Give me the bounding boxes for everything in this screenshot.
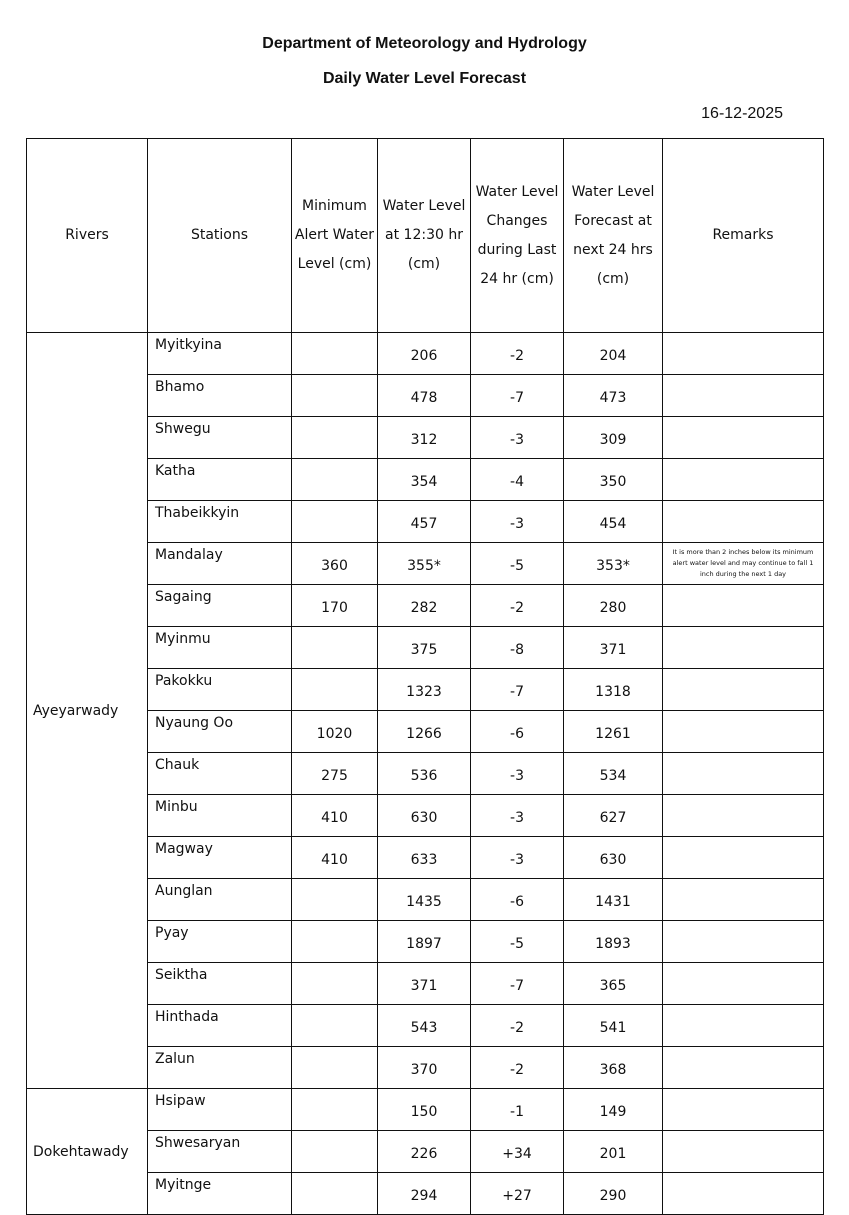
water-level-cell: 1266 (378, 711, 471, 753)
alert-level-cell (292, 669, 378, 711)
change-cell: -7 (471, 669, 564, 711)
remarks-cell: It is more than 2 inches below its minimum alert water level and may continue to fall 1 inch during the next 1 day (663, 543, 824, 585)
forecast-cell: 350 (564, 459, 663, 501)
forecast-cell: 290 (564, 1173, 663, 1215)
change-cell: -3 (471, 501, 564, 543)
remarks-cell (663, 417, 824, 459)
remarks-cell (663, 837, 824, 879)
forecast-cell: 627 (564, 795, 663, 837)
remarks-cell (663, 1047, 824, 1089)
forecast-cell: 149 (564, 1089, 663, 1131)
table-row (27, 333, 824, 375)
forecast-cell: 201 (564, 1131, 663, 1173)
station-cell: Chauk (148, 753, 292, 795)
station-cell: Myitkyina (148, 333, 292, 375)
water-level-cell: 1435 (378, 879, 471, 921)
station-cell: Shwegu (148, 417, 292, 459)
remarks-cell (663, 1131, 824, 1173)
water-level-cell: 633 (378, 837, 471, 879)
col-header-alert-level: Minimum Alert Water Level (cm) (292, 139, 378, 333)
alert-level-cell (292, 963, 378, 1005)
forecast-cell: 473 (564, 375, 663, 417)
change-cell: -5 (471, 543, 564, 585)
remarks-cell (663, 753, 824, 795)
table-header-row (27, 139, 824, 333)
change-cell: -2 (471, 585, 564, 627)
remarks-cell (663, 921, 824, 963)
station-cell: Mandalay (148, 543, 292, 585)
station-cell: Katha (148, 459, 292, 501)
station-cell: Pyay (148, 921, 292, 963)
forecast-cell: 1318 (564, 669, 663, 711)
water-level-cell: 536 (378, 753, 471, 795)
remarks-cell (663, 627, 824, 669)
water-level-cell: 355* (378, 543, 471, 585)
remarks-cell (663, 669, 824, 711)
alert-level-cell: 410 (292, 837, 378, 879)
alert-level-cell (292, 1005, 378, 1047)
water-level-cell: 371 (378, 963, 471, 1005)
alert-level-cell (292, 459, 378, 501)
change-cell: -1 (471, 1089, 564, 1131)
col-header-rivers: Rivers (27, 139, 148, 333)
alert-level-cell (292, 375, 378, 417)
change-cell: +27 (471, 1173, 564, 1215)
station-cell: Zalun (148, 1047, 292, 1089)
forecast-cell: 454 (564, 501, 663, 543)
alert-level-cell (292, 417, 378, 459)
change-cell: -3 (471, 417, 564, 459)
col-header-remarks: Remarks (663, 139, 824, 333)
change-cell: -5 (471, 921, 564, 963)
change-cell: -7 (471, 963, 564, 1005)
change-cell: -3 (471, 837, 564, 879)
alert-level-cell (292, 501, 378, 543)
forecast-cell: 365 (564, 963, 663, 1005)
station-cell: Myinmu (148, 627, 292, 669)
water-level-cell: 375 (378, 627, 471, 669)
forecast-cell: 541 (564, 1005, 663, 1047)
remarks-cell (663, 795, 824, 837)
col-header-stations: Stations (148, 139, 292, 333)
col-header-water-level: Water Level at 12:30 hr (cm) (378, 139, 471, 333)
water-level-cell: 478 (378, 375, 471, 417)
water-level-cell: 354 (378, 459, 471, 501)
forecast-cell: 630 (564, 837, 663, 879)
water-level-table (26, 138, 824, 1215)
station-cell: Hsipaw (148, 1089, 292, 1131)
water-level-cell: 312 (378, 417, 471, 459)
water-level-cell: 1323 (378, 669, 471, 711)
remarks-cell (663, 501, 824, 543)
alert-level-cell (292, 1173, 378, 1215)
document-title: Department of Meteorology and Hydrology (262, 35, 587, 52)
forecast-cell: 534 (564, 753, 663, 795)
forecast-cell: 1261 (564, 711, 663, 753)
change-cell: -3 (471, 753, 564, 795)
station-cell: Minbu (148, 795, 292, 837)
water-level-cell: 294 (378, 1173, 471, 1215)
station-cell: Nyaung Oo (148, 711, 292, 753)
station-cell: Magway (148, 837, 292, 879)
col-header-change: Water Level Changes during Last 24 hr (cm) (471, 139, 564, 333)
alert-level-cell (292, 921, 378, 963)
alert-level-cell: 1020 (292, 711, 378, 753)
water-level-cell: 282 (378, 585, 471, 627)
alert-level-cell: 360 (292, 543, 378, 585)
change-cell: -6 (471, 879, 564, 921)
station-cell: Hinthada (148, 1005, 292, 1047)
river-cell: Ayeyarwady (27, 333, 148, 1089)
table-row (27, 1089, 824, 1131)
col-header-forecast: Water Level Forecast at next 24 hrs (cm) (564, 139, 663, 333)
water-level-cell: 457 (378, 501, 471, 543)
alert-level-cell: 170 (292, 585, 378, 627)
water-level-cell: 150 (378, 1089, 471, 1131)
station-cell: Shwesaryan (148, 1131, 292, 1173)
alert-level-cell (292, 1131, 378, 1173)
change-cell: -7 (471, 375, 564, 417)
station-cell: Thabeikkyin (148, 501, 292, 543)
water-level-cell: 370 (378, 1047, 471, 1089)
alert-level-cell: 275 (292, 753, 378, 795)
station-cell: Bhamo (148, 375, 292, 417)
forecast-cell: 368 (564, 1047, 663, 1089)
change-cell: +34 (471, 1131, 564, 1173)
remarks-cell (663, 1089, 824, 1131)
alert-level-cell (292, 333, 378, 375)
alert-level-cell: 410 (292, 795, 378, 837)
water-level-cell: 226 (378, 1131, 471, 1173)
table-body (27, 333, 824, 1215)
remarks-cell (663, 585, 824, 627)
station-cell: Myitnge (148, 1173, 292, 1215)
change-cell: -3 (471, 795, 564, 837)
forecast-cell: 371 (564, 627, 663, 669)
remarks-cell (663, 375, 824, 417)
remarks-cell (663, 711, 824, 753)
station-cell: Sagaing (148, 585, 292, 627)
station-cell: Aunglan (148, 879, 292, 921)
forecast-cell: 1893 (564, 921, 663, 963)
forecast-cell: 353* (564, 543, 663, 585)
alert-level-cell (292, 879, 378, 921)
alert-level-cell (292, 627, 378, 669)
report-date: 16-12-2025 (701, 105, 783, 122)
water-level-cell: 630 (378, 795, 471, 837)
forecast-cell: 280 (564, 585, 663, 627)
change-cell: -4 (471, 459, 564, 501)
change-cell: -2 (471, 1005, 564, 1047)
remarks-cell (663, 963, 824, 1005)
river-cell: Dokehtawady (27, 1089, 148, 1215)
document-subtitle: Daily Water Level Forecast (322, 70, 527, 87)
remarks-cell (663, 1173, 824, 1215)
forecast-cell: 309 (564, 417, 663, 459)
remarks-cell (663, 333, 824, 375)
remarks-cell (663, 1005, 824, 1047)
forecast-cell: 204 (564, 333, 663, 375)
remarks-cell (663, 879, 824, 921)
change-cell: -2 (471, 333, 564, 375)
remarks-cell (663, 459, 824, 501)
alert-level-cell (292, 1089, 378, 1131)
station-cell: Pakokku (148, 669, 292, 711)
change-cell: -6 (471, 711, 564, 753)
station-cell: Seiktha (148, 963, 292, 1005)
water-level-cell: 543 (378, 1005, 471, 1047)
water-level-cell: 206 (378, 333, 471, 375)
change-cell: -2 (471, 1047, 564, 1089)
water-level-cell: 1897 (378, 921, 471, 963)
change-cell: -8 (471, 627, 564, 669)
alert-level-cell (292, 1047, 378, 1089)
forecast-cell: 1431 (564, 879, 663, 921)
